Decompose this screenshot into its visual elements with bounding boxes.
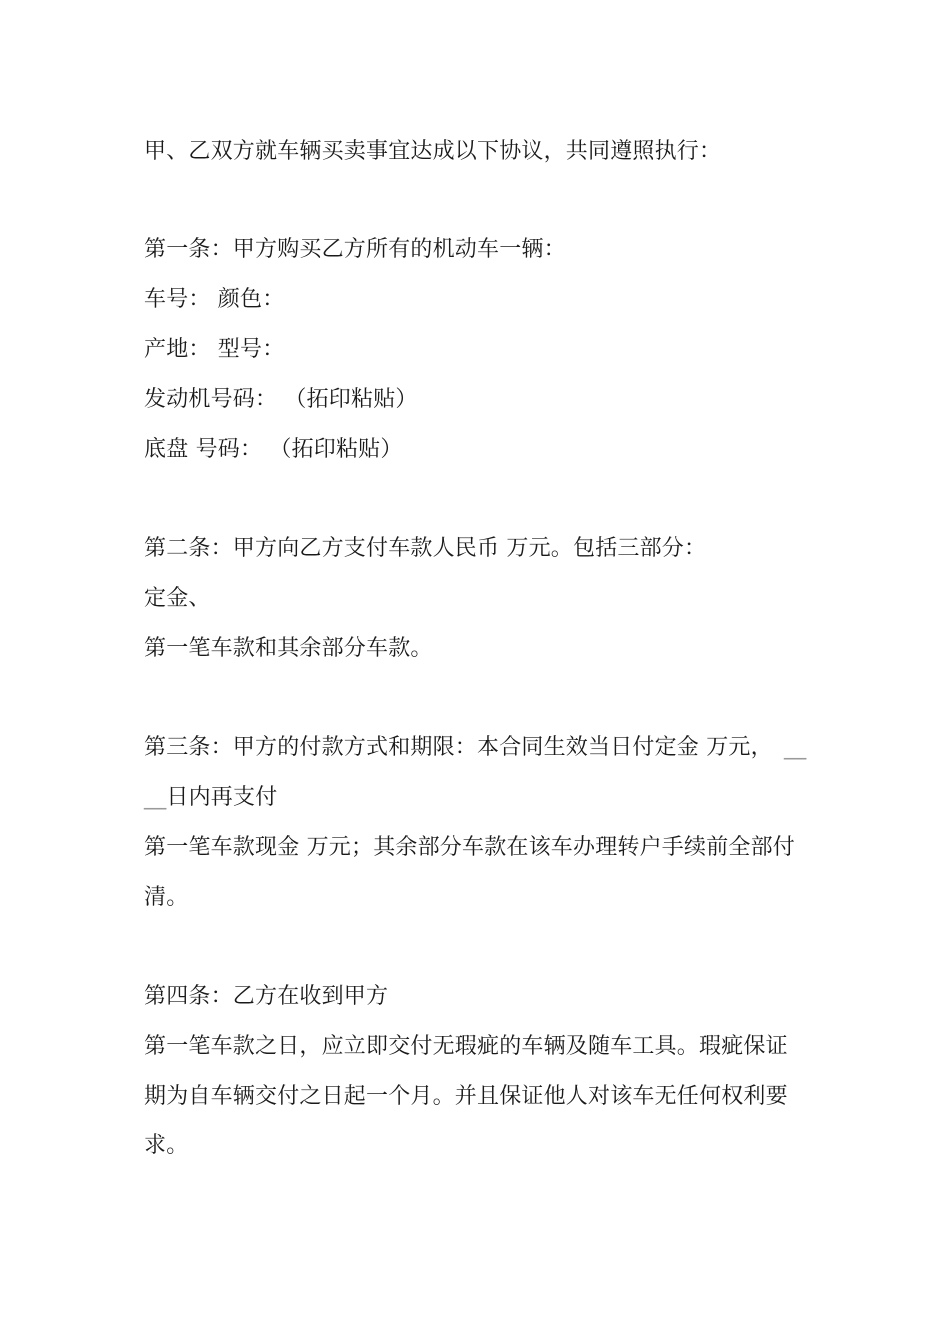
- article-4-line-3: 期为自车辆交付之日起一个月。并且保证他人对该车无任何权利要: [144, 1084, 788, 1109]
- remaining-payment-item: 第一笔车款和其余部分车款。: [144, 636, 433, 661]
- article-4-line-4: 求。: [144, 1133, 189, 1158]
- days-blank-end: __: [144, 785, 167, 810]
- origin-model-line: 产地： 型号：: [144, 337, 285, 362]
- chassis-number-line: 底盘 号码： （拓印粘贴）: [144, 437, 403, 462]
- plate-color-line: 车号： 颜色：: [144, 287, 285, 312]
- days-blank-start: __: [784, 735, 807, 760]
- article-3-text: 第三条：甲方的付款方式和期限：本合同生效当日付定金 万元，: [144, 735, 773, 760]
- article-3-line-3: 第一笔车款现金 万元；其余部分车款在该车办理转户手续前全部付: [144, 835, 795, 860]
- article-3-line-1: [144, 733, 806, 763]
- article-1-heading: 第一条：甲方购买乙方所有的机动车一辆：: [144, 237, 566, 262]
- article-3-line-4: 清。: [144, 885, 189, 910]
- intro-paragraph: 甲、乙双方就车辆买卖事宜达成以下协议，共同遵照执行：: [144, 139, 722, 164]
- engine-number-line: 发动机号码： （拓印粘贴）: [144, 387, 418, 412]
- article-4-heading: 第四条：乙方在收到甲方: [144, 984, 389, 1009]
- article-2-heading: 第二条：甲方向乙方支付车款人民币 万元。包括三部分：: [144, 536, 707, 561]
- article-3-line-2: [144, 783, 277, 813]
- article-3-days-text: 日内再支付: [166, 785, 278, 810]
- deposit-item: 定金、: [144, 586, 211, 611]
- article-4-line-2: 第一笔车款之日，应立即交付无瑕疵的车辆及随车工具。瑕疵保证: [144, 1034, 788, 1059]
